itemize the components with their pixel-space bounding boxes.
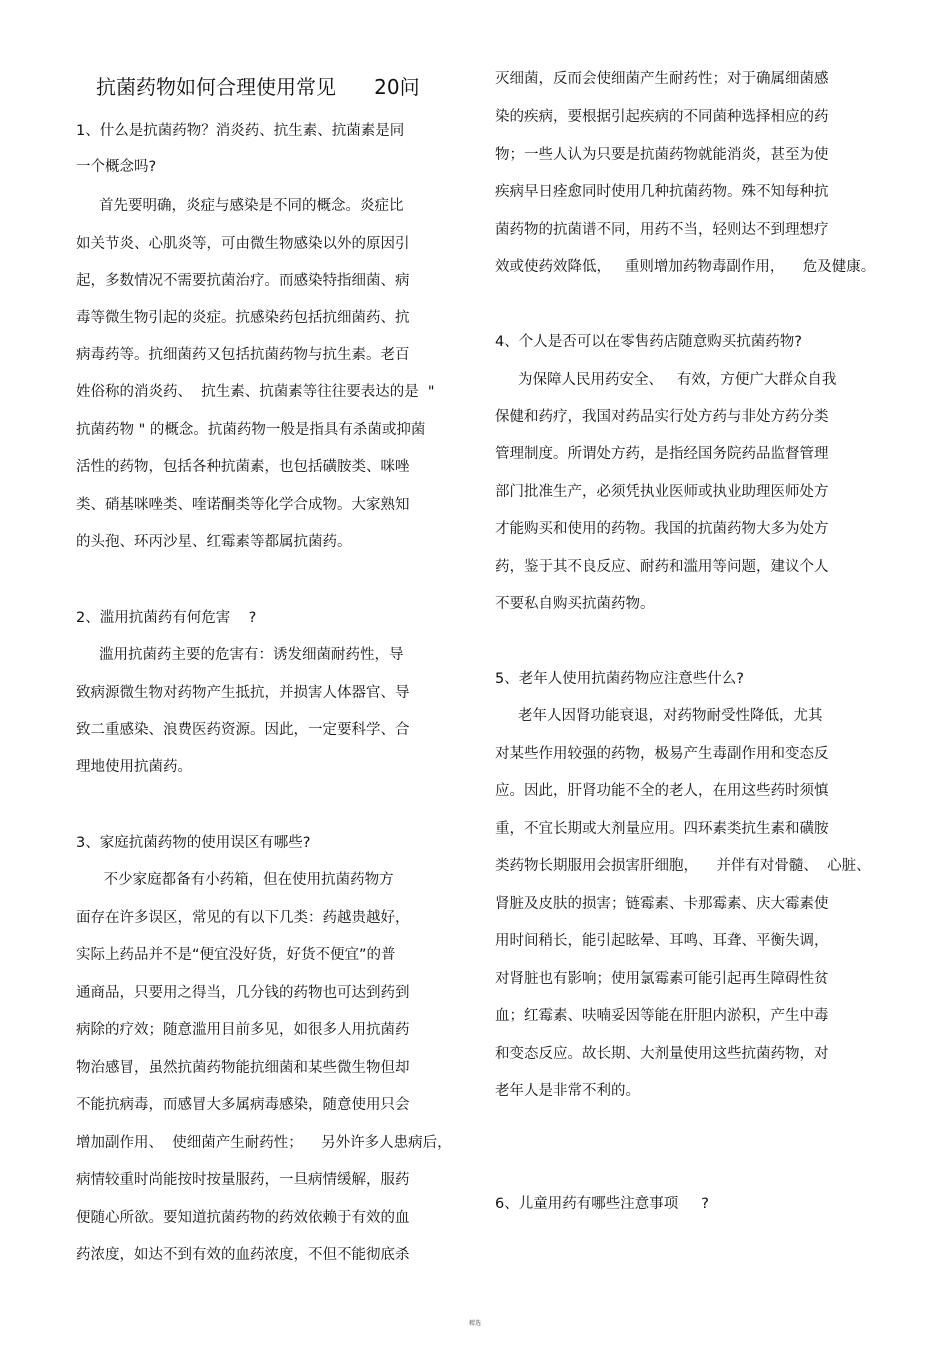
left-text-line: 药浓度，如达不到有效的血药浓度，不但不能彻底杀: [76, 1247, 410, 1263]
left-text-line: 致二重感染、浪费医药资源。因此，一定要科学、合: [76, 722, 410, 738]
left-text-line: 毒等微生物引起的炎症。抗感染药包括抗细菌药、抗: [76, 310, 410, 326]
left-text-line: 姓俗称的消炎药、 抗生素、抗菌素等往往要表达的是 ": [76, 384, 435, 400]
left-text-line: 的头孢、环丙沙星、红霉素等都属抗菌药。: [76, 534, 352, 550]
right-text-line: 血；红霉素、呋喃妥因等能在肝胆内淤积，产生中毒: [495, 1008, 829, 1024]
right-text-line: 对某些作用较强的药物，极易产生毒副作用和变态反: [495, 746, 829, 762]
page-footer: 精选: [468, 1320, 481, 1327]
right-text-line: 效或使药效降低， 重则增加药物毒副作用， 危及健康。: [495, 259, 876, 275]
right-text-line: 4、个人是否可以在零售药店随意购买抗菌药物?: [495, 334, 802, 350]
right-text-line: 5、老年人使用抗菌药物应注意些什么?: [495, 671, 744, 687]
right-text-line: 不要私自购买抗菌药物。: [495, 596, 655, 612]
left-text-line: 物治感冒，虽然抗菌药物能抗细菌和某些微生物但却: [76, 1060, 410, 1076]
left-text-line: 病毒药等。抗细菌药又包括抗菌药物与抗生素。老百: [76, 347, 410, 363]
left-text-line: 首先要明确，炎症与感染是不同的概念。炎症比: [76, 198, 404, 214]
right-text-line: 和变态反应。故长期、大剂量使用这些抗菌药物，对: [495, 1046, 829, 1062]
left-text-line: 抗菌药物 " 的概念。抗菌药物一般是指具有杀菌或抑菌: [76, 422, 426, 438]
right-text-line: 灭细菌，反而会使细菌产生耐药性；对于确属细菌感: [495, 71, 829, 87]
right-text-line: 保健和药疗，我国对药品实行处方药与非处方药分类: [495, 409, 829, 425]
right-text-line: 才能购买和使用的药物。我国的抗菌药物大多为处方: [495, 521, 829, 537]
left-text-line: 一个概念吗?: [76, 159, 157, 175]
right-text-line: 用时间稍长，能引起眩晕、耳鸣、耳聋、平衡失调，: [495, 933, 829, 949]
right-text-line: 肾脏及皮肤的损害；链霉素、卡那霉素、庆大霉素使: [495, 896, 829, 912]
left-text-line: 通商品，只要用之得当，几分钱的药物也可达到药到: [76, 985, 410, 1001]
right-text-line: 药，鉴于其不良反应、耐药和滥用等问题，建议个人: [495, 559, 829, 575]
right-text-line: 应。因此，肝肾功能不全的老人，在用这些药时须慎: [495, 783, 829, 799]
right-text-line: 对肾脏也有影响；使用氯霉素可能引起再生障碍性贫: [495, 971, 829, 987]
right-text-line: 管理制度。所谓处方药，是指经国务院药品监督管理: [495, 446, 829, 462]
right-text-line: 菌药物的抗菌谱不同，用药不当，轻则达不到理想疗: [495, 222, 829, 238]
left-text-line: 增加副作用、 使细菌产生耐药性； 另外许多人患病后，: [76, 1135, 452, 1151]
right-text-line: 老年人是非常不利的。: [495, 1083, 640, 1099]
right-text-line: 老年人因肾功能衰退，对药物耐受性降低，尤其: [495, 708, 823, 724]
left-text-line: 不能抗病毒，而感冒大多属病毒感染，随意使用只会: [76, 1097, 410, 1113]
left-text-line: 3、家庭抗菌药物的使用误区有哪些?: [76, 835, 311, 851]
document-title: 抗菌药物如何合理使用常见 20问: [96, 75, 420, 99]
left-text-line: 2、滥用抗菌药有何危害 ?: [76, 610, 257, 626]
right-text-line: 6、儿童用药有哪些注意事项 ?: [495, 1196, 709, 1212]
left-text-line: 实际上药品并不是“便宜没好货，好货不便宜”的普: [76, 947, 396, 963]
right-text-line: 类药物长期服用会损害肝细胞， 并伴有对骨髓、 心脏、: [495, 858, 871, 874]
left-text-line: 1、什么是抗菌药物？消炎药、抗生素、抗菌素是同: [76, 123, 405, 139]
left-text-line: 病情较重时尚能按时按量服药，一旦病情缓解，服药: [76, 1172, 410, 1188]
left-text-line: 理地使用抗菌药。: [76, 759, 192, 775]
left-text-line: 滥用抗菌药主要的危害有：诱发细菌耐药性，导: [76, 647, 404, 663]
left-text-line: 便随心所欲。要知道抗菌药物的药效依赖于有效的血: [76, 1210, 410, 1226]
right-text-line: 疾病早日痊愈同时使用几种抗菌药物。殊不知每种抗: [495, 184, 829, 200]
left-text-line: 面存在许多误区，常见的有以下几类：药越贵越好，: [76, 910, 410, 926]
left-text-line: 活性的药物，包括各种抗菌素，也包括磺胺类、咪唑: [76, 459, 410, 475]
left-text-line: 如关节炎、心肌炎等，可由微生物感染以外的原因引: [76, 236, 410, 252]
right-text-line: 物；一些人认为只要是抗菌药物就能消炎，甚至为使: [495, 147, 829, 163]
right-text-line: 重，不宜长期或大剂量应用。四环素类抗生素和磺胺: [495, 821, 829, 837]
left-text-line: 致病源微生物对药物产生抵抗，并损害人体器官、导: [76, 685, 410, 701]
right-text-line: 为保障人民用药安全、 有效，方便广大群众自我: [495, 372, 837, 388]
right-text-line: 部门批准生产，必须凭执业医师或执业助理医师处方: [495, 484, 829, 500]
left-text-line: 类、硝基咪唑类、喹诺酮类等化学合成物。大家熟知: [76, 497, 410, 513]
right-text-line: 染的疾病，要根据引起疾病的不同菌种选择相应的药: [495, 109, 829, 125]
left-text-line: 起，多数情况不需要抗菌治疗。而感染特指细菌、病: [76, 273, 410, 289]
left-text-line: 病除的疗效；随意滥用目前多见，如很多人用抗菌药: [76, 1022, 410, 1038]
left-text-line: 不少家庭都备有小药箱，但在使用抗菌药物方: [76, 872, 394, 888]
